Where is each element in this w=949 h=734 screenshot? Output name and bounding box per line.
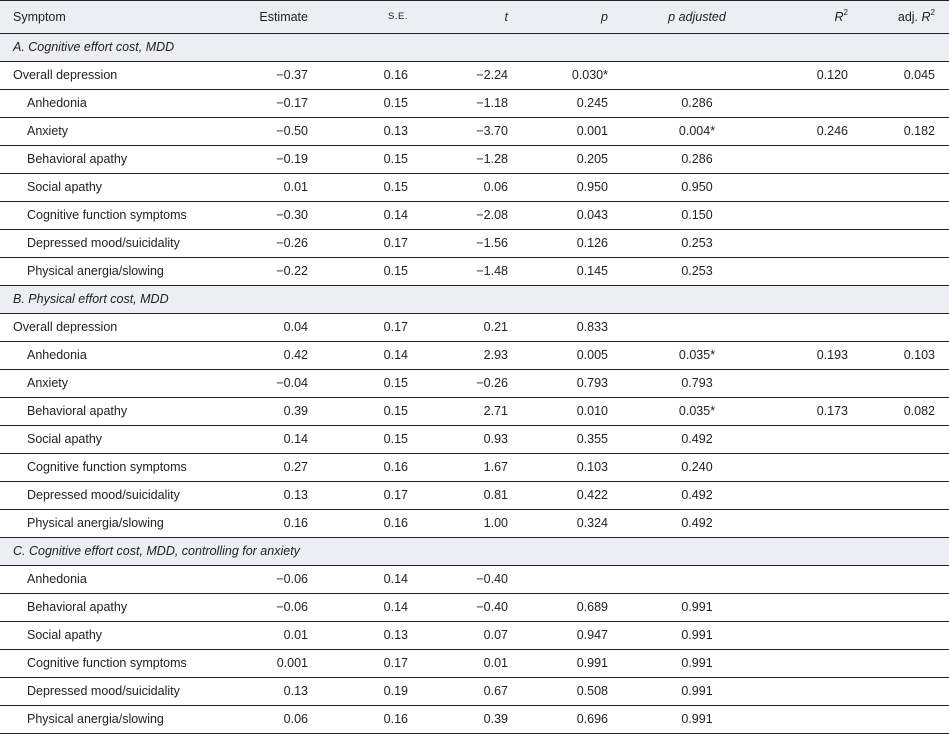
cell-symptom: Depressed mood/suicidality bbox=[0, 482, 222, 510]
cell-p: 0.005 bbox=[522, 342, 622, 370]
cell-estimate: −0.50 bbox=[222, 118, 322, 146]
cell-t: 0.67 bbox=[422, 678, 522, 706]
cell-se: 0.17 bbox=[322, 230, 422, 258]
cell-symptom: Cognitive function symptoms bbox=[0, 454, 222, 482]
cell-estimate: 0.01 bbox=[222, 622, 322, 650]
cell-se: 0.17 bbox=[322, 650, 422, 678]
cell-p: 0.205 bbox=[522, 146, 622, 174]
cell-adj-r2 bbox=[862, 454, 949, 482]
cell-adj-r2 bbox=[862, 90, 949, 118]
cell-se: 0.16 bbox=[322, 706, 422, 734]
cell-p-adjusted: 0.150 bbox=[622, 202, 772, 230]
table-row bbox=[0, 622, 949, 650]
cell-p-adjusted: 0.286 bbox=[622, 146, 772, 174]
cell-r2: 0.246 bbox=[772, 118, 862, 146]
cell-symptom: Anxiety bbox=[0, 118, 222, 146]
cell-se: 0.14 bbox=[322, 342, 422, 370]
table-body bbox=[0, 34, 949, 734]
cell-se: 0.13 bbox=[322, 622, 422, 650]
cell-t: 0.01 bbox=[422, 650, 522, 678]
cell-p: 0.126 bbox=[522, 230, 622, 258]
cell-se: 0.15 bbox=[322, 370, 422, 398]
cell-t: −3.70 bbox=[422, 118, 522, 146]
cell-p: 0.145 bbox=[522, 258, 622, 286]
cell-r2 bbox=[772, 650, 862, 678]
cell-p-adjusted: 0.991 bbox=[622, 650, 772, 678]
table-row bbox=[0, 342, 949, 370]
cell-r2 bbox=[772, 454, 862, 482]
cell-t: −1.48 bbox=[422, 258, 522, 286]
table-row bbox=[0, 398, 949, 426]
cell-p: 0.010 bbox=[522, 398, 622, 426]
cell-p-adjusted: 0.240 bbox=[622, 454, 772, 482]
table-row bbox=[0, 426, 949, 454]
cell-t: −1.56 bbox=[422, 230, 522, 258]
cell-symptom: Behavioral apathy bbox=[0, 594, 222, 622]
cell-r2: 0.193 bbox=[772, 342, 862, 370]
col-r2 bbox=[772, 1, 862, 34]
r2-letter: R bbox=[834, 10, 844, 24]
cell-symptom: Cognitive function symptoms bbox=[0, 202, 222, 230]
cell-p-adjusted bbox=[622, 566, 772, 594]
section-title: B. Physical effort cost, MDD bbox=[13, 292, 169, 306]
cell-se: 0.16 bbox=[322, 510, 422, 538]
adj-r2-letter: R bbox=[921, 10, 931, 24]
cell-t: −1.18 bbox=[422, 90, 522, 118]
cell-r2 bbox=[772, 202, 862, 230]
cell-t: 0.81 bbox=[422, 482, 522, 510]
table-row bbox=[0, 90, 949, 118]
table-row bbox=[0, 62, 949, 90]
cell-symptom: Social apathy bbox=[0, 426, 222, 454]
cell-p: 0.947 bbox=[522, 622, 622, 650]
cell-estimate: −0.26 bbox=[222, 230, 322, 258]
cell-p-adjusted bbox=[622, 62, 772, 90]
table-row bbox=[0, 510, 949, 538]
section-header bbox=[0, 34, 949, 62]
cell-t: 0.21 bbox=[422, 314, 522, 342]
cell-p-adjusted: 0.991 bbox=[622, 594, 772, 622]
table-row bbox=[0, 482, 949, 510]
table-row bbox=[0, 258, 949, 286]
cell-estimate: −0.19 bbox=[222, 146, 322, 174]
cell-symptom: Depressed mood/suicidality bbox=[0, 678, 222, 706]
cell-t: 0.93 bbox=[422, 426, 522, 454]
cell-p-adjusted: 0.950 bbox=[622, 174, 772, 202]
cell-adj-r2 bbox=[862, 482, 949, 510]
cell-estimate: −0.06 bbox=[222, 594, 322, 622]
cell-t: −0.40 bbox=[422, 594, 522, 622]
cell-estimate: −0.04 bbox=[222, 370, 322, 398]
cell-se: 0.14 bbox=[322, 594, 422, 622]
cell-estimate: −0.17 bbox=[222, 90, 322, 118]
cell-p: 0.833 bbox=[522, 314, 622, 342]
cell-r2 bbox=[772, 566, 862, 594]
cell-r2 bbox=[772, 230, 862, 258]
cell-r2 bbox=[772, 370, 862, 398]
cell-estimate: 0.04 bbox=[222, 314, 322, 342]
cell-p: 0.245 bbox=[522, 90, 622, 118]
section-title: A. Cognitive effort cost, MDD bbox=[13, 40, 175, 54]
cell-symptom: Anhedonia bbox=[0, 566, 222, 594]
cell-symptom: Anxiety bbox=[0, 370, 222, 398]
cell-p: 0.355 bbox=[522, 426, 622, 454]
cell-p-adjusted: 0.991 bbox=[622, 678, 772, 706]
cell-r2 bbox=[772, 510, 862, 538]
cell-p-adjusted: 0.793 bbox=[622, 370, 772, 398]
cell-r2: 0.120 bbox=[772, 62, 862, 90]
cell-p: 0.043 bbox=[522, 202, 622, 230]
cell-adj-r2 bbox=[862, 146, 949, 174]
cell-p-adjusted: 0.492 bbox=[622, 510, 772, 538]
cell-symptom: Physical anergia/slowing bbox=[0, 258, 222, 286]
cell-estimate: 0.13 bbox=[222, 482, 322, 510]
cell-r2 bbox=[772, 482, 862, 510]
cell-estimate: 0.001 bbox=[222, 650, 322, 678]
col-p: p bbox=[601, 10, 608, 24]
cell-t: −0.26 bbox=[422, 370, 522, 398]
cell-se: 0.15 bbox=[322, 398, 422, 426]
cell-p: 0.508 bbox=[522, 678, 622, 706]
cell-adj-r2: 0.045 bbox=[862, 62, 949, 90]
cell-r2 bbox=[772, 426, 862, 454]
cell-p: 0.001 bbox=[522, 118, 622, 146]
cell-t: −0.40 bbox=[422, 566, 522, 594]
cell-adj-r2 bbox=[862, 706, 949, 734]
cell-se: 0.15 bbox=[322, 90, 422, 118]
cell-p-adjusted bbox=[622, 314, 772, 342]
cell-adj-r2 bbox=[862, 594, 949, 622]
cell-se: 0.19 bbox=[322, 678, 422, 706]
cell-adj-r2 bbox=[862, 314, 949, 342]
cell-estimate: 0.27 bbox=[222, 454, 322, 482]
table-row bbox=[0, 650, 949, 678]
cell-adj-r2 bbox=[862, 230, 949, 258]
cell-se: 0.17 bbox=[322, 482, 422, 510]
cell-se: 0.16 bbox=[322, 454, 422, 482]
cell-estimate: 0.14 bbox=[222, 426, 322, 454]
cell-symptom: Social apathy bbox=[0, 174, 222, 202]
col-p-adjusted: p adjusted bbox=[668, 10, 726, 24]
cell-adj-r2 bbox=[862, 622, 949, 650]
cell-adj-r2 bbox=[862, 426, 949, 454]
cell-se: 0.13 bbox=[322, 118, 422, 146]
cell-symptom: Physical anergia/slowing bbox=[0, 706, 222, 734]
table-row bbox=[0, 706, 949, 734]
cell-adj-r2 bbox=[862, 566, 949, 594]
col-se: S.E. bbox=[388, 11, 408, 22]
cell-estimate: 0.01 bbox=[222, 174, 322, 202]
cell-r2 bbox=[772, 594, 862, 622]
cell-se: 0.14 bbox=[322, 202, 422, 230]
r2-exponent: 2 bbox=[843, 8, 848, 17]
cell-p: 0.030* bbox=[522, 62, 622, 90]
cell-p: 0.689 bbox=[522, 594, 622, 622]
cell-p: 0.103 bbox=[522, 454, 622, 482]
cell-p: 0.991 bbox=[522, 650, 622, 678]
cell-r2 bbox=[772, 314, 862, 342]
table-row bbox=[0, 146, 949, 174]
cell-adj-r2 bbox=[862, 510, 949, 538]
cell-symptom: Anhedonia bbox=[0, 342, 222, 370]
cell-t: −2.08 bbox=[422, 202, 522, 230]
table-row bbox=[0, 678, 949, 706]
cell-symptom: Overall depression bbox=[0, 62, 222, 90]
cell-p-adjusted: 0.253 bbox=[622, 258, 772, 286]
cell-r2 bbox=[772, 146, 862, 174]
col-t: t bbox=[504, 10, 508, 24]
cell-p-adjusted: 0.253 bbox=[622, 230, 772, 258]
cell-estimate: −0.22 bbox=[222, 258, 322, 286]
cell-symptom: Overall depression bbox=[0, 314, 222, 342]
cell-adj-r2 bbox=[862, 202, 949, 230]
cell-p-adjusted: 0.991 bbox=[622, 706, 772, 734]
table-row bbox=[0, 118, 949, 146]
cell-se: 0.15 bbox=[322, 174, 422, 202]
cell-estimate: −0.37 bbox=[222, 62, 322, 90]
cell-t: 2.93 bbox=[422, 342, 522, 370]
cell-symptom: Behavioral apathy bbox=[0, 398, 222, 426]
cell-symptom: Cognitive function symptoms bbox=[0, 650, 222, 678]
cell-p: 0.422 bbox=[522, 482, 622, 510]
table-row bbox=[0, 566, 949, 594]
header-row bbox=[0, 1, 949, 34]
cell-symptom: Anhedonia bbox=[0, 90, 222, 118]
cell-t: 2.71 bbox=[422, 398, 522, 426]
table-row bbox=[0, 230, 949, 258]
cell-t: −1.28 bbox=[422, 146, 522, 174]
cell-t: 1.67 bbox=[422, 454, 522, 482]
cell-symptom: Social apathy bbox=[0, 622, 222, 650]
table-row bbox=[0, 314, 949, 342]
cell-p-adjusted: 0.286 bbox=[622, 90, 772, 118]
cell-symptom: Depressed mood/suicidality bbox=[0, 230, 222, 258]
cell-r2 bbox=[772, 678, 862, 706]
adj-r2-exponent: 2 bbox=[930, 8, 935, 17]
cell-t: 0.06 bbox=[422, 174, 522, 202]
section-title: C. Cognitive effort cost, MDD, controlling for anxiety bbox=[13, 544, 300, 558]
cell-r2 bbox=[772, 622, 862, 650]
cell-se: 0.15 bbox=[322, 258, 422, 286]
cell-p: 0.324 bbox=[522, 510, 622, 538]
adj-prefix: adj. bbox=[897, 10, 919, 24]
cell-p-adjusted: 0.492 bbox=[622, 426, 772, 454]
cell-adj-r2: 0.182 bbox=[862, 118, 949, 146]
cell-p-adjusted: 0.991 bbox=[622, 622, 772, 650]
cell-adj-r2: 0.103 bbox=[862, 342, 949, 370]
cell-r2: 0.173 bbox=[772, 398, 862, 426]
table-row bbox=[0, 594, 949, 622]
col-symptom: Symptom bbox=[13, 10, 66, 24]
cell-symptom: Physical anergia/slowing bbox=[0, 510, 222, 538]
cell-se: 0.16 bbox=[322, 62, 422, 90]
cell-p bbox=[522, 566, 622, 594]
cell-p-adjusted: 0.035* bbox=[622, 342, 772, 370]
cell-p-adjusted: 0.035* bbox=[622, 398, 772, 426]
cell-symptom: Behavioral apathy bbox=[0, 146, 222, 174]
cell-r2 bbox=[772, 706, 862, 734]
cell-p: 0.793 bbox=[522, 370, 622, 398]
cell-estimate: 0.39 bbox=[222, 398, 322, 426]
table-row bbox=[0, 202, 949, 230]
cell-estimate: 0.42 bbox=[222, 342, 322, 370]
cell-t: −2.24 bbox=[422, 62, 522, 90]
section-header bbox=[0, 538, 949, 566]
cell-p: 0.950 bbox=[522, 174, 622, 202]
table-row bbox=[0, 370, 949, 398]
cell-estimate: 0.06 bbox=[222, 706, 322, 734]
table-row bbox=[0, 454, 949, 482]
col-adj-r2 bbox=[862, 1, 949, 34]
cell-adj-r2 bbox=[862, 650, 949, 678]
cell-estimate: 0.16 bbox=[222, 510, 322, 538]
cell-r2 bbox=[772, 90, 862, 118]
section-header bbox=[0, 286, 949, 314]
cell-estimate: 0.13 bbox=[222, 678, 322, 706]
cell-p-adjusted: 0.492 bbox=[622, 482, 772, 510]
cell-estimate: −0.06 bbox=[222, 566, 322, 594]
cell-se: 0.15 bbox=[322, 146, 422, 174]
cell-se: 0.14 bbox=[322, 566, 422, 594]
cell-adj-r2 bbox=[862, 370, 949, 398]
cell-t: 1.00 bbox=[422, 510, 522, 538]
cell-adj-r2: 0.082 bbox=[862, 398, 949, 426]
col-estimate: Estimate bbox=[259, 10, 308, 24]
cell-t: 0.39 bbox=[422, 706, 522, 734]
cell-se: 0.15 bbox=[322, 426, 422, 454]
cell-se: 0.17 bbox=[322, 314, 422, 342]
cell-t: 0.07 bbox=[422, 622, 522, 650]
cell-adj-r2 bbox=[862, 258, 949, 286]
table-row bbox=[0, 174, 949, 202]
cell-r2 bbox=[772, 174, 862, 202]
cell-r2 bbox=[772, 258, 862, 286]
cell-estimate: −0.30 bbox=[222, 202, 322, 230]
cell-adj-r2 bbox=[862, 678, 949, 706]
cell-p-adjusted: 0.004* bbox=[622, 118, 772, 146]
cell-adj-r2 bbox=[862, 174, 949, 202]
cell-p: 0.696 bbox=[522, 706, 622, 734]
